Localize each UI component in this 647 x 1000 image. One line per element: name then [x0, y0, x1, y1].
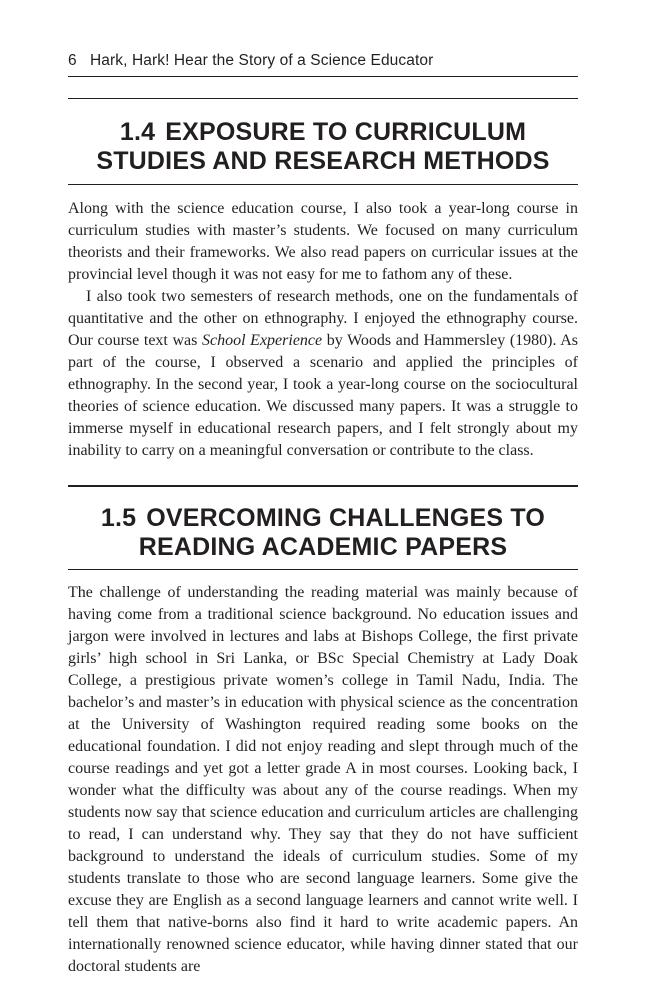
book-page	[68, 0, 578, 1000]
body-paragraph: I also took two semesters of research methods, one on the fundamentals of quantitative and the other on ethnography. I enjoyed the ethnography course. Our course text was School Experience by Woods and Hammersley (1980). As part of the course, I observed a scenario and applied the principles of ethnography. In the second year, I took a year-long course on the sociocultural theories of science education. We discussed many papers. It was a struggle to immerse myself in educational research papers, and I felt strongly about my inability to carry on a meaningful conversation or contribute to the class.	[68, 288, 579, 459]
body-paragraph: The challenge of understanding the reading material was mainly because of having come from a traditional science background. No education issues and jargon were involved in lectures and labs at Bishops College, the first private girls’ high school in Sri Lanka, or BSc Special Chemistry at Lady Doak College, a prestigious private women’s college in Tamil Nadu, India. The bachelor’s and master’s in education with physical science as the concentration at the University of Washington required reading some books on the educational foundation. I did not enjoy reading and slept through much of the course readings and yet got a letter grade A in most courses. Looking back, I wonder what the difficulty was about any of the course readings. When my students now say that science education and curriculum articles are challenging to read, I can understand why. They say that they do not have sufficient background to understand the ideals of curriculum studies. Some of my students translate to those who are second language learners. Some give the excuse they are English as a second language learners and cannot write well. I tell them that native-borns also find it hard to write academic papers. An internationally renowned science educator, while having dinner stated that our doctoral students are	[68, 584, 578, 975]
page-number: 6	[68, 52, 77, 69]
running-head	[68, 52, 578, 70]
body-paragraph: Along with the science education course, I also took a year-long course in curriculum studies with master’s students. We focused on many curriculum theorists and their frameworks. We also read papers on curricular issues at the provincial level though it was not easy for me to fathom any of these.	[68, 200, 578, 283]
section-1-5-body	[68, 582, 578, 978]
section-1-5-bottom-rule	[68, 569, 578, 570]
section-1-5-top-rule	[68, 485, 578, 487]
section-1-4-top-rule	[68, 98, 578, 99]
section-1-5-title-line1: OVERCOMING CHALLENGES TO	[146, 504, 546, 532]
section-1-4-bottom-rule	[68, 184, 578, 185]
section-1-4-heading	[68, 118, 578, 176]
section-1-5-heading	[68, 504, 578, 562]
section-1-5-number: 1.5	[100, 504, 137, 532]
section-1-4-number: 1.4	[119, 118, 156, 146]
running-title: Hark, Hark! Hear the Story of a Science Educator	[90, 52, 434, 69]
header-rule	[68, 76, 578, 77]
section-1-4-title-line1: EXPOSURE TO CURRICULUM	[165, 118, 527, 146]
section-1-5-title-line2: READING ACADEMIC PAPERS	[138, 533, 508, 561]
section-1-4-body	[68, 198, 578, 462]
book-title-italic: School Experience	[202, 332, 323, 349]
section-1-4-title-line2: STUDIES AND RESEARCH METHODS	[96, 147, 550, 175]
